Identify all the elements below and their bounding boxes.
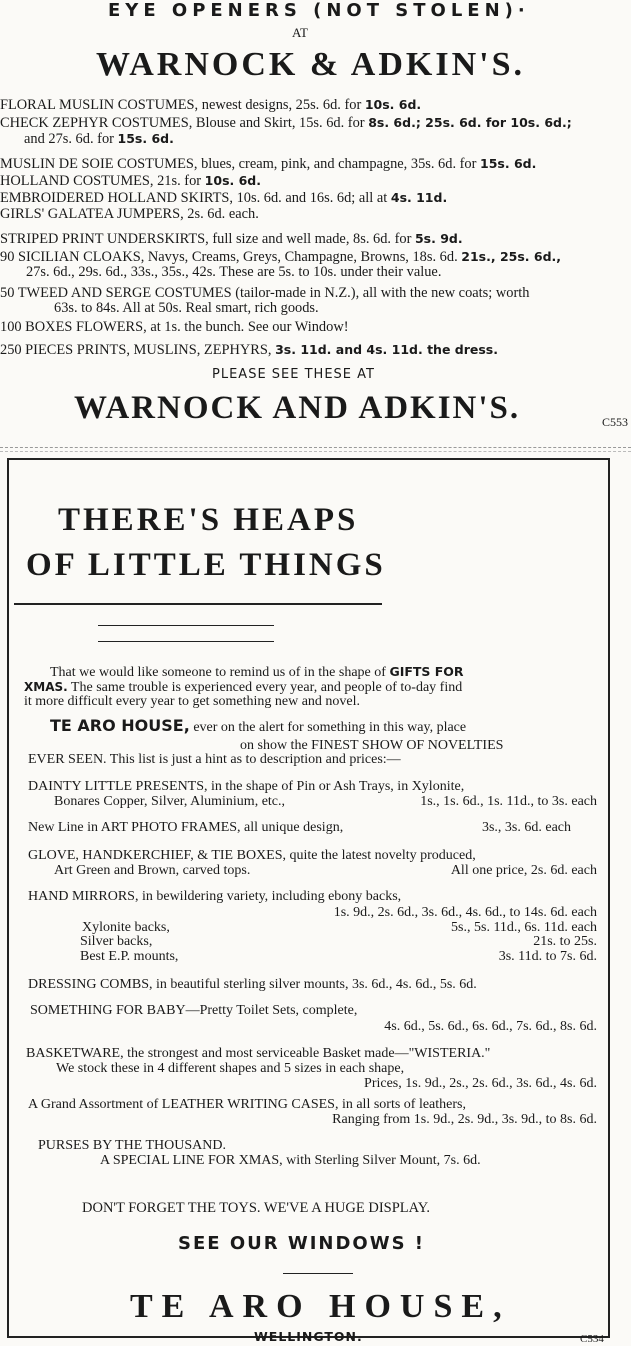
divider-2 [0, 451, 631, 452]
ad1-line-price: 10s. 6d. [364, 97, 422, 112]
ad1-line-text: MUSLIN DE SOIE COSTUMES, blues, cream, pink, and champagne, 35s. 6d. for [0, 156, 481, 172]
rule-2 [98, 625, 274, 626]
rule-4 [283, 1273, 353, 1274]
ep-prices: 3s. 11d. to 7s. 6d. [498, 949, 597, 964]
tah-line-3: EVER SEEN. This list is just a hint as to description and prices:— [28, 752, 401, 767]
baby-line-1: SOMETHING FOR BABY—Pretty Toilet Sets, complete, [30, 1003, 358, 1018]
leather-prices: Ranging from 1s. 9d., 2s. 9d., 3s. 9d., to 8s. 6d. [332, 1112, 597, 1127]
dainty-line-2: Bonares Copper, Silver, Aluminium, etc., [54, 794, 286, 809]
ad1-line-text: GIRLS' GALATEA JUMPERS, 2s. 6d. each. [0, 206, 259, 222]
leather-line-1: A Grand Assortment of LEATHER WRITING CASES, in all sorts of leathers, [28, 1097, 466, 1112]
ad1-line-price: 10s. 6d. [204, 173, 262, 188]
ad1-brand-footer: WARNOCK AND ADKIN'S. [74, 390, 521, 426]
xylonite-backs: Xylonite backs, [82, 920, 170, 935]
ad1-line-price: 21s., 25s. 6d., [461, 249, 562, 264]
ad1-at: AT [292, 25, 308, 40]
ad2-heading-2: OF LITTLE THINGS [26, 547, 386, 583]
ad1-line [24, 130, 174, 148]
tah-line-2: on show the FINEST SHOW OF NOVELTIES [240, 738, 504, 753]
ad1-line-text: HOLLAND COSTUMES, 21s. for [0, 173, 205, 189]
ad1-line-text: 90 SICILIAN CLOAKS, Navys, Creams, Greys, Champagne, Browns, 18s. 6d. [0, 249, 462, 265]
glove-prices: All one price, 2s. 6d. each [450, 863, 597, 878]
ad1-line [0, 172, 261, 190]
te-aro-house-brand: TE ARO HOUSE, [130, 1288, 511, 1325]
ad1-line [0, 206, 259, 223]
ad1-line-text: and 27s. 6d. for [24, 131, 118, 147]
ad1-line [54, 300, 319, 317]
tah-line-1: TE ARO HOUSE, ever on the alert for something in this way, place [50, 716, 467, 735]
basket-prices: Prices, 1s. 9d., 2s., 2s. 6d., 3s. 6d., 4s. 6d. [364, 1076, 597, 1091]
ad2-heading-1: THERE'S HEAPS [58, 502, 359, 538]
see-windows: SEE OUR WINDOWS ! [178, 1233, 426, 1254]
wellington: WELLINGTON. [254, 1329, 363, 1344]
xylonite-prices: 5s., 5s. 11d., 6s. 11d. each [451, 920, 597, 935]
ad1-line-text: 63s. to 84s. All at 50s. Real smart, rich goods. [54, 300, 319, 316]
ad1-line-text: STRIPED PRINT UNDERSKIRTS, full size and well made, 8s. 6d. for [0, 231, 415, 247]
rule-3 [98, 641, 274, 642]
purses-line-2: A SPECIAL LINE FOR XMAS, with Sterling Silver Mount, 7s. 6d. [100, 1153, 481, 1168]
ad1-line-price: 8s. 6d.; 25s. 6d. for 10s. 6d.; [368, 115, 572, 130]
ad1-line [26, 264, 441, 281]
ad1-line [0, 189, 447, 207]
dressing-combs: DRESSING COMBS, in beautiful sterling silver mounts, 3s. 6d., 4s. 6d., 5s. 6d. [28, 977, 477, 992]
glove-line-2: Art Green and Brown, carved tops. [54, 863, 251, 878]
ad1-line-price: 4s. 11d. [390, 190, 448, 205]
divider [0, 447, 631, 448]
mirror-line-1: HAND MIRRORS, in bewildering variety, including ebony backs, [28, 889, 402, 904]
ad1-line-price: 5s. 9d. [414, 231, 463, 246]
basket-line-2: We stock these in 4 different shapes and 5 sizes in each shape, [56, 1061, 405, 1076]
toys-line: DON'T FORGET THE TOYS. WE'VE A HUGE DISPLAY. [82, 1200, 431, 1216]
ad1-brand: WARNOCK & ADKIN'S. [96, 46, 525, 83]
ad1-line-text: CHECK ZEPHYR COSTUMES, Blouse and Skirt, 15s. 6d. for [0, 115, 369, 131]
photo-frames: New Line in ART PHOTO FRAMES, all unique design, [28, 820, 344, 835]
photo-prices: 3s., 3s. 6d. each [481, 820, 571, 835]
ad1-line-text: EMBROIDERED HOLLAND SKIRTS, 10s. 6d. and 16s. 6d; all at [0, 190, 391, 206]
dainty-line-1: DAINTY LITTLE PRESENTS, in the shape of Pin or Ash Trays, in Xylonite, [28, 779, 465, 794]
ad1-line-text: 250 PIECES PRINTS, MUSLINS, ZEPHYRS, [0, 342, 276, 358]
dainty-prices: 1s., 1s. 6d., 1s. 11d., to 3s. each [420, 794, 597, 809]
intro-line-1: That we would like someone to remind us of in the shape of GIFTS FOR [50, 664, 464, 680]
ad1-line [0, 155, 536, 173]
mirror-prices: 1s. 9d., 2s. 6d., 3s. 6d., 4s. 6d., to 14s. 6d. each [333, 905, 597, 920]
ad1-line-text: FLORAL MUSLIN COSTUMES, newest designs, 25s. 6d. for [0, 97, 365, 113]
baby-prices: 4s. 6d., 5s. 6d., 6s. 6d., 7s. 6d., 8s. 6d. [384, 1019, 597, 1034]
ad1-line [0, 319, 349, 336]
glove-line-1: GLOVE, HANDKERCHIEF, & TIE BOXES, quite the latest novelty produced, [28, 848, 476, 863]
ad1-line-price: 15s. 6d. [480, 156, 537, 171]
ad2-code: C534 [580, 1333, 604, 1345]
intro-line-2: XMAS. The same trouble is experienced every year, and people of to-day find [24, 680, 463, 695]
ad1-line [0, 96, 421, 114]
rule-1 [14, 603, 382, 605]
ad1-line-price: 15s. 6d. [117, 131, 174, 146]
ad1-headline: EYE OPENERS (NOT STOLEN)· [108, 0, 530, 21]
purses-line-1: PURSES BY THE THOUSAND. [38, 1138, 226, 1153]
basket-line-1: BASKETWARE, the strongest and most serviceable Basket made—"WISTERIA." [26, 1046, 491, 1061]
ad1-line-price: 3s. 11d. and 4s. 11d. the dress. [275, 342, 498, 357]
ad1-line-text: 27s. 6d., 29s. 6d., 33s., 35s., 42s. These are 5s. to 10s. under their value. [26, 264, 442, 280]
intro-line-3: it more difficult every year to get something new and novel. [24, 694, 361, 709]
ad1-line-text: 100 BOXES FLOWERS, at 1s. the bunch. See our Window! [0, 319, 349, 335]
ep-mounts: Best E.P. mounts, [80, 949, 179, 964]
silver-backs: Silver backs, [80, 934, 153, 949]
ad1-line [0, 341, 498, 359]
ad1-code: C553 [602, 415, 629, 429]
ad1-please: PLEASE SEE THESE AT [212, 367, 375, 382]
ad1-line [0, 230, 463, 248]
silver-prices: 21s. to 25s. [533, 934, 597, 949]
ad1-line-text: 50 TWEED AND SERGE COSTUMES (tailor-made in N.Z.), all with the new coats; worth [0, 285, 530, 301]
